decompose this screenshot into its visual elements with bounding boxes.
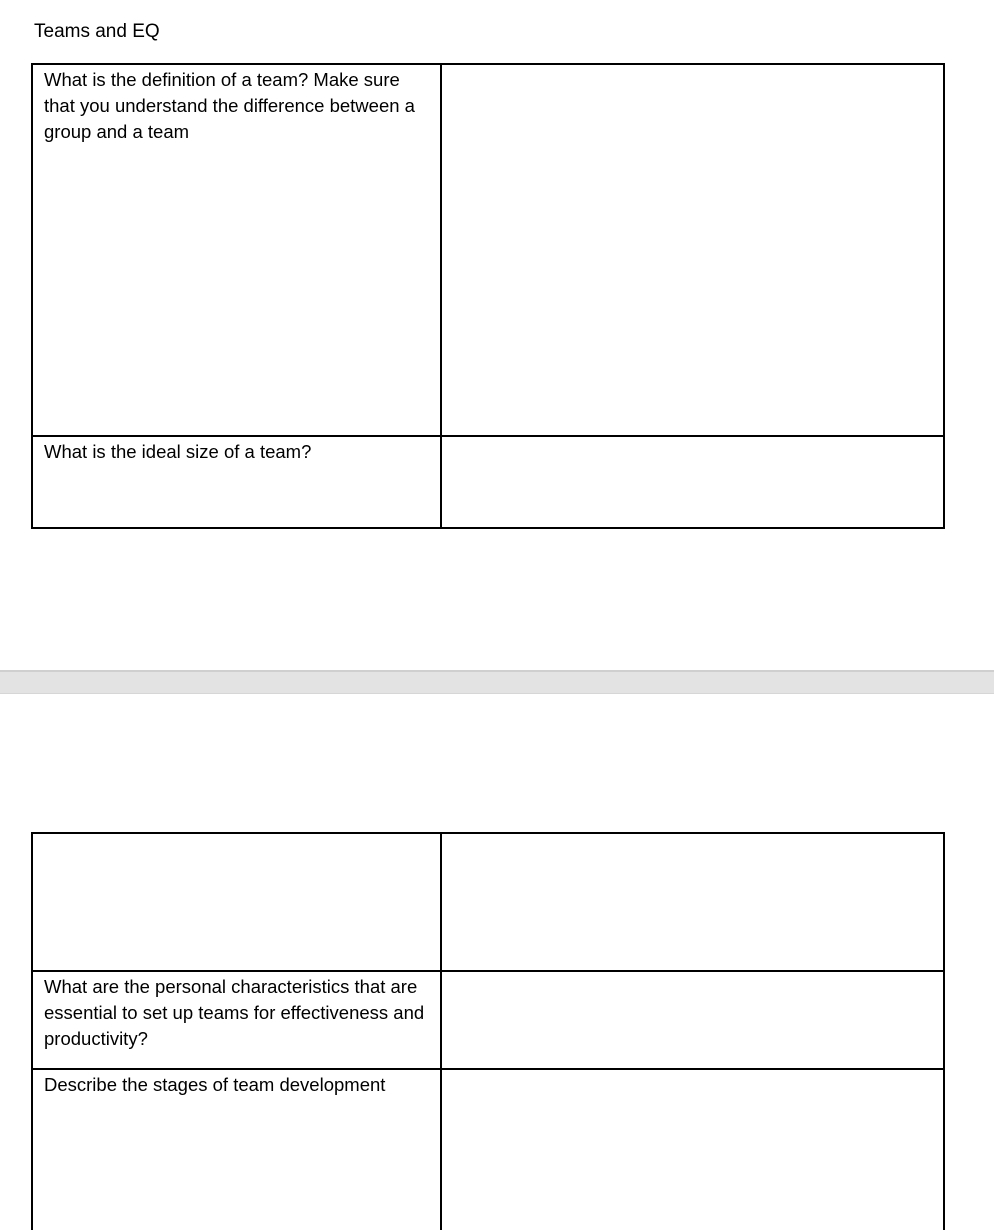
worksheet-table-2 — [31, 832, 945, 1230]
document-title: Teams and EQ — [34, 21, 160, 42]
table-row — [32, 833, 944, 971]
table-row — [32, 64, 944, 436]
question-cell-team-stages: Describe the stages of team development — [32, 1069, 441, 1230]
table-row — [32, 971, 944, 1069]
table-row — [32, 1069, 944, 1230]
question-cell-team-size: What is the ideal size of a team? — [32, 436, 441, 528]
answer-cell-team-size[interactable] — [441, 436, 944, 528]
answer-cell-team-definition[interactable] — [441, 64, 944, 436]
question-cell-continued — [32, 833, 441, 971]
page-break-separator — [0, 670, 994, 694]
table-row — [32, 436, 944, 528]
answer-cell-personal-characteristics[interactable] — [441, 971, 944, 1069]
question-cell-team-definition: What is the definition of a team? Make sure that you understand the difference between a group and a team — [32, 64, 441, 436]
worksheet-table-1 — [31, 63, 945, 529]
question-cell-personal-characteristics: What are the personal characteristics that are essential to set up teams for effectiveness and productivity? — [32, 971, 441, 1069]
answer-cell-continued[interactable] — [441, 833, 944, 971]
answer-cell-team-stages[interactable] — [441, 1069, 944, 1230]
